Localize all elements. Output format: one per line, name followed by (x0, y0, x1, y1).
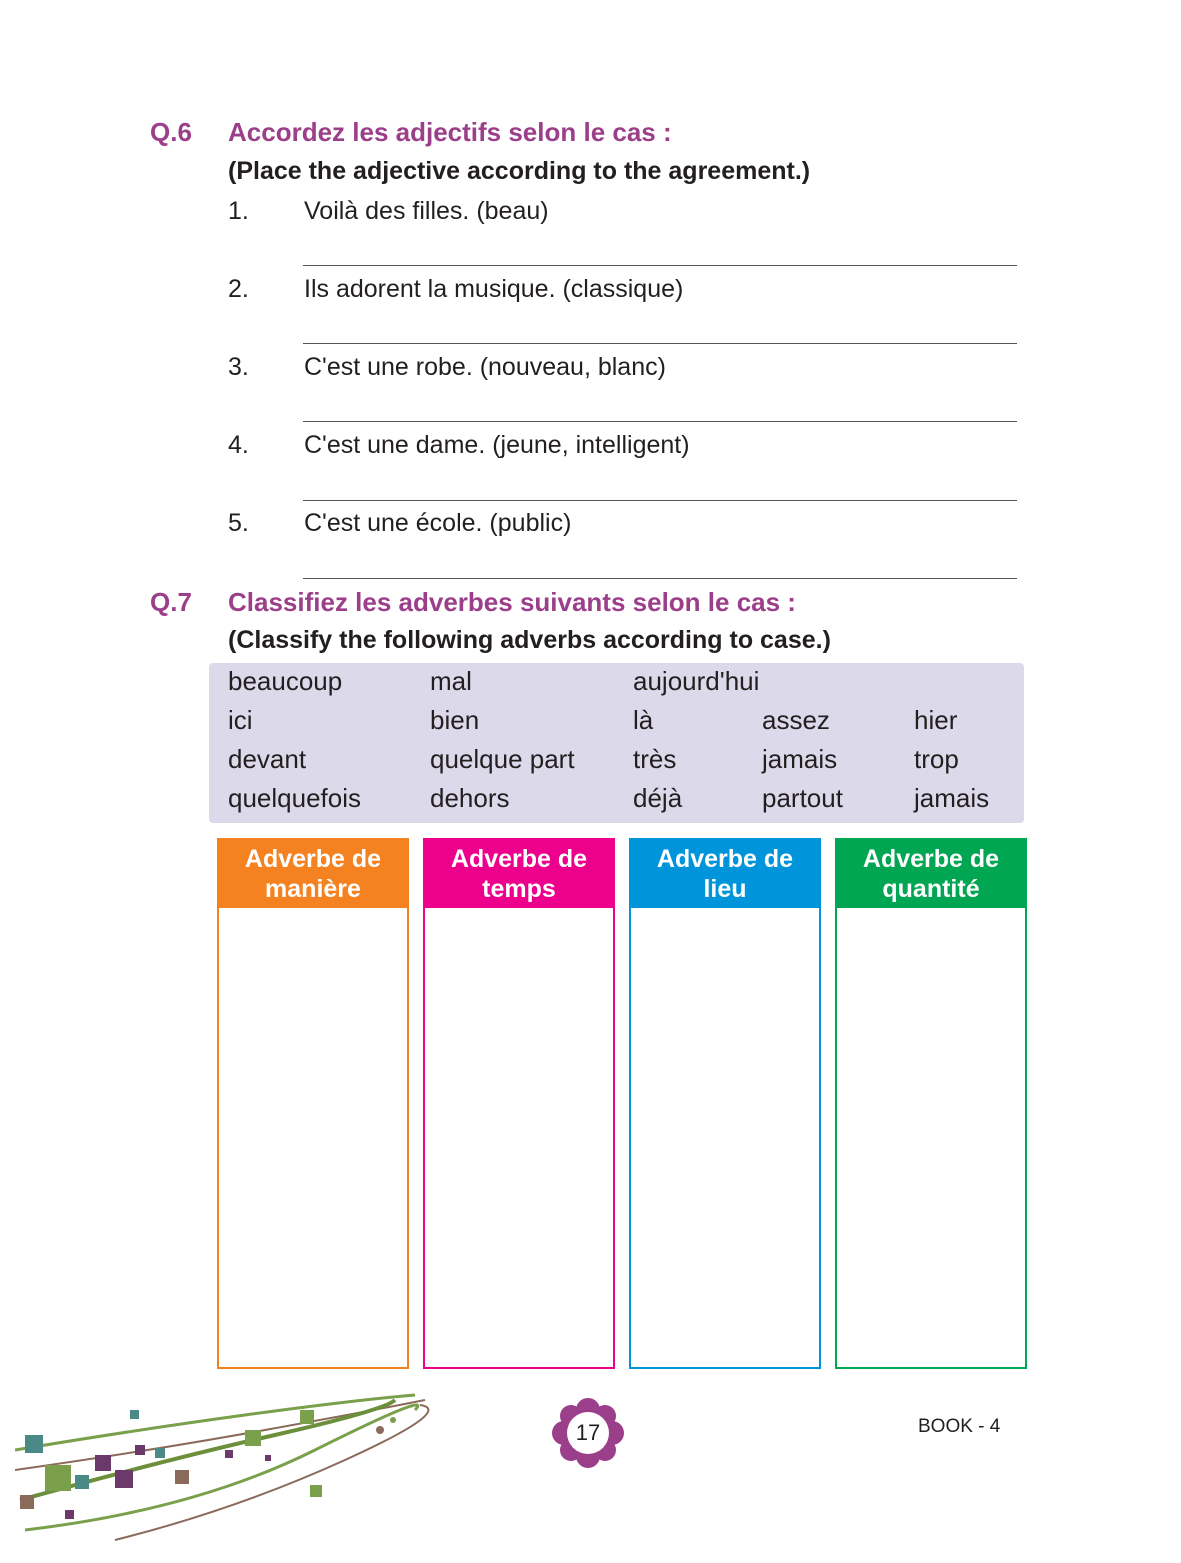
column-header-maniere: Adverbe de manière (219, 840, 407, 908)
question-7-number: Q.7 (150, 587, 192, 617)
adverb-word: quelquefois (228, 783, 361, 813)
column-header-quantite: Adverbe de quantité (837, 840, 1025, 908)
adverb-word: aujourd'hui (633, 666, 760, 696)
adverb-word: trop (914, 744, 959, 774)
q6-item-text: Voilà des filles. (beau) (304, 197, 549, 225)
adverb-word: dehors (430, 783, 510, 813)
adverb-word: déjà (633, 783, 683, 813)
question-6-heading: Accordez les adjectifs selon le cas : (228, 117, 672, 147)
question-6-number: Q.6 (150, 117, 192, 147)
question-7-heading: Classifiez les adverbes suivants selon le cas : (228, 587, 796, 617)
q6-item-number: 4. (228, 431, 249, 459)
adverb-word-bank (209, 663, 1024, 823)
column-quantite[interactable] (835, 838, 1027, 1369)
adverb-word: ici (228, 705, 253, 735)
adverb-word: là (633, 705, 654, 735)
adverb-word: quelque part (430, 744, 575, 774)
q6-item-text: C'est une robe. (nouveau, blanc) (304, 353, 666, 381)
adverb-word: partout (762, 783, 843, 813)
adverb-word: jamais (762, 744, 838, 774)
adverb-word: devant (228, 744, 307, 774)
answer-line-3[interactable] (303, 421, 1017, 422)
question-6-title (150, 117, 672, 148)
column-temps[interactable] (423, 838, 615, 1369)
question-7-subtitle: (Classify the following adverbs according to case.) (228, 626, 831, 654)
adverb-word: hier (914, 705, 958, 735)
column-header-lieu: Adverbe de lieu (631, 840, 819, 908)
column-maniere[interactable] (217, 838, 409, 1369)
page-number: 17 (575, 1420, 601, 1445)
decorative-swirl-icon (15, 1390, 435, 1550)
page-number-wrap (552, 1398, 624, 1468)
adverb-word: beaucoup (228, 666, 343, 696)
q6-item-text: Ils adorent la musique. (classique) (304, 275, 684, 303)
q6-item-text: C'est une dame. (jeune, intelligent) (304, 431, 690, 459)
book-label: BOOK - 4 (918, 1416, 1001, 1437)
answer-line-4[interactable] (303, 500, 1017, 501)
q6-item-number: 2. (228, 275, 249, 303)
answer-line-1[interactable] (303, 265, 1017, 266)
adverb-word: bien (430, 705, 480, 735)
column-header-temps: Adverbe de temps (425, 840, 613, 908)
answer-line-2[interactable] (303, 343, 1017, 344)
adverb-word: jamais (914, 783, 990, 813)
adverb-word: très (633, 744, 677, 774)
adverb-word: mal (430, 666, 472, 696)
question-6-subtitle: (Place the adjective according to the agreement.) (228, 157, 811, 185)
q6-item-number: 1. (228, 197, 249, 225)
adverb-word: assez (762, 705, 830, 735)
column-lieu[interactable] (629, 838, 821, 1369)
question-7-title (150, 587, 796, 618)
answer-line-5[interactable] (303, 578, 1017, 579)
q6-item-text: C'est une école. (public) (304, 509, 572, 537)
q6-item-number: 3. (228, 353, 249, 381)
q6-item-number: 5. (228, 509, 249, 537)
